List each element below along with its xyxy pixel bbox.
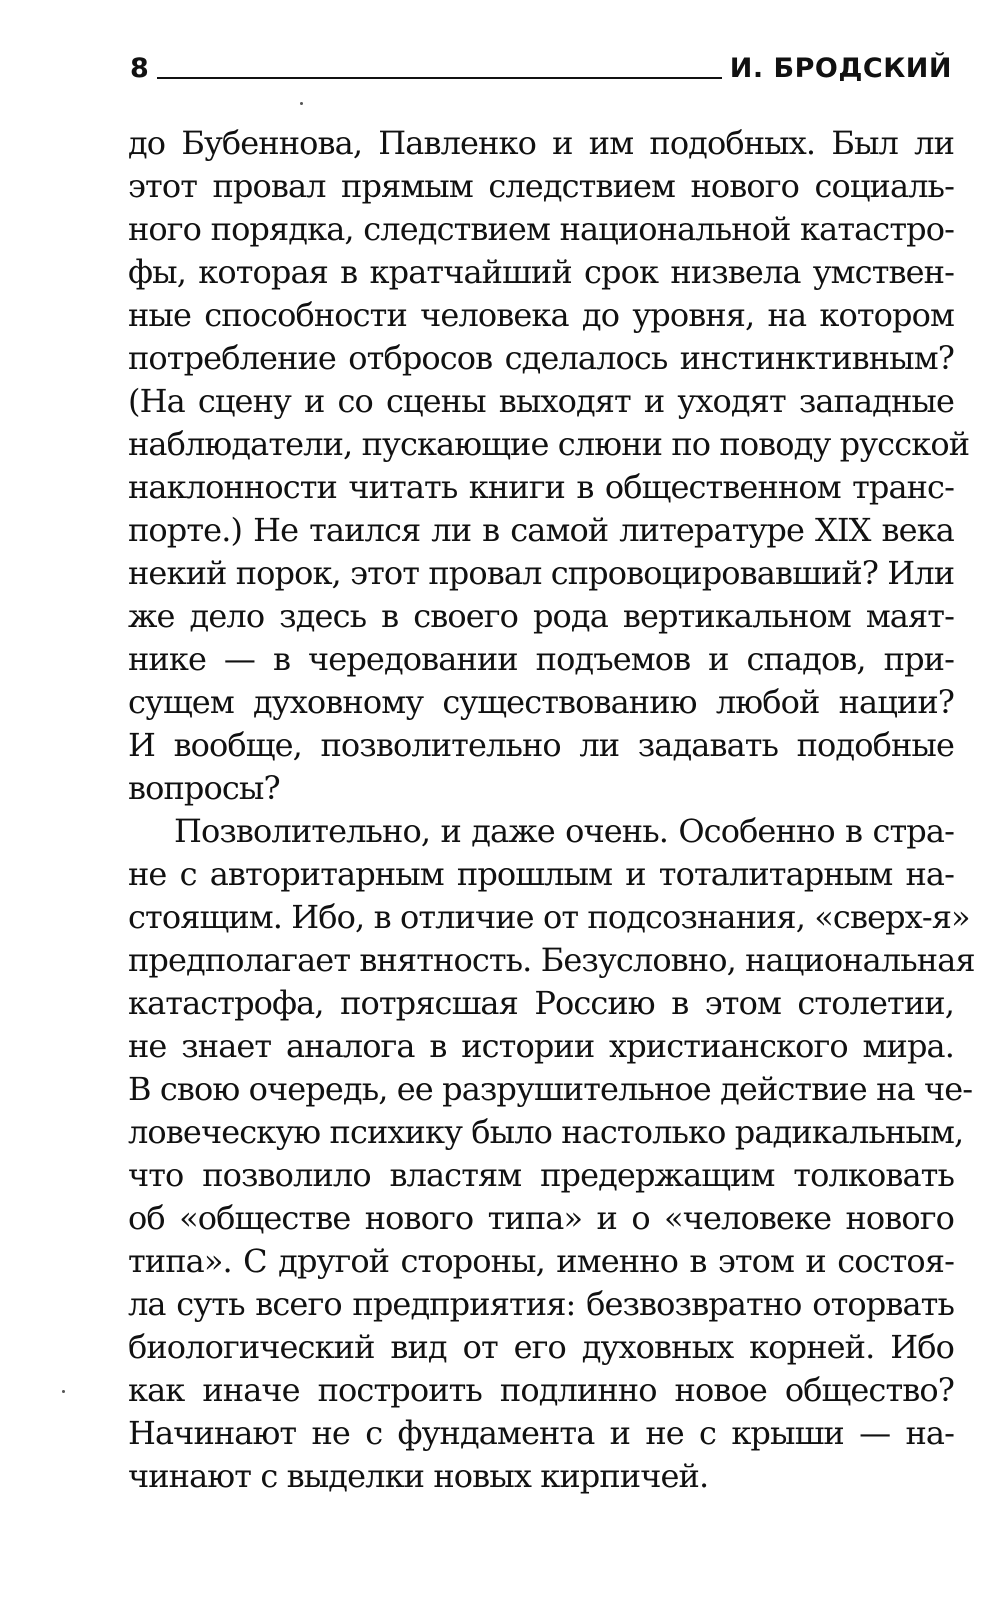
text-line: И вообще, позволительно ли задавать подобные <box>128 726 954 764</box>
text-line: ного порядка, следствием национальной катастро- <box>128 210 954 248</box>
print-speck <box>300 102 303 105</box>
text-line: об «обществе нового типа» и о «человеке нового <box>128 1199 954 1237</box>
text-line: наблюдатели, пускающие слюни по поводу русской <box>128 425 970 463</box>
paragraph-1 <box>128 122 970 810</box>
text-line: не знает аналога в истории христианского мира. <box>128 1027 954 1065</box>
text-line: сущем духовному существованию любой нации? <box>128 683 954 721</box>
body-text <box>128 122 975 1498</box>
header-rule <box>157 77 722 79</box>
text-line: потребление отбросов сделалось инстинктивным? <box>128 339 954 377</box>
text-line: В свою очередь, ее разрушительное действие на че- <box>128 1070 973 1108</box>
text-line: (На сцену и со сцены выходят и уходят западные <box>128 382 954 420</box>
text-line: этот провал прямым следствием нового социаль- <box>128 167 954 205</box>
paragraph-2 <box>128 810 975 1498</box>
text-line: типа». С другой стороны, именно в этом и состоя- <box>128 1242 954 1280</box>
print-speck <box>62 1390 65 1393</box>
page-number: 8 <box>130 53 149 84</box>
text-line: что позволило властям предержащим толковать <box>128 1156 954 1194</box>
text-line: предполагает внятность. Безусловно, национальная <box>128 941 975 979</box>
text-line: Начинают не с фундамента и не с крыши — на- <box>128 1414 954 1452</box>
running-header <box>130 48 952 82</box>
text-line: нике — в чередовании подъемов и спадов, при- <box>128 640 954 678</box>
text-line: наклонности читать книги в общественном транс- <box>128 468 954 506</box>
text-line: некий порок, этот провал спровоцировавший? Или <box>128 554 955 592</box>
text-line: ла суть всего предприятия: безвозвратно оторвать <box>128 1285 954 1323</box>
text-line: фы, которая в кратчайший срок низвела умствен- <box>128 253 954 291</box>
text-line: как иначе построить подлинно новое общество? <box>128 1371 954 1409</box>
text-line: биологический вид от его духовных корней. Ибо <box>128 1328 954 1366</box>
text-line: чинают с выделки новых кирпичей. <box>128 1457 709 1495</box>
text-line: катастрофа, потрясшая Россию в этом столетии, <box>128 984 954 1022</box>
text-line: Позволительно, и даже очень. Особенно в стра- <box>174 812 954 850</box>
text-line: не с авторитарным прошлым и тоталитарным на- <box>128 855 954 893</box>
text-line: ловеческую психику было настолько радикальным, <box>128 1113 964 1151</box>
running-header-author: И. БРОДСКИЙ <box>729 53 952 84</box>
text-line: до Бубеннова, Павленко и им подобных. Был ли <box>128 124 954 162</box>
text-line: ные способности человека до уровня, на котором <box>128 296 954 334</box>
text-line: же дело здесь в своего рода вертикальном маят- <box>128 597 954 635</box>
text-line: вопросы? <box>128 769 280 807</box>
text-line: стоящим. Ибо, в отличие от подсознания, «сверх-я» <box>128 898 970 936</box>
text-line: порте.) Не таился ли в самой литературе XIX века <box>128 511 954 549</box>
